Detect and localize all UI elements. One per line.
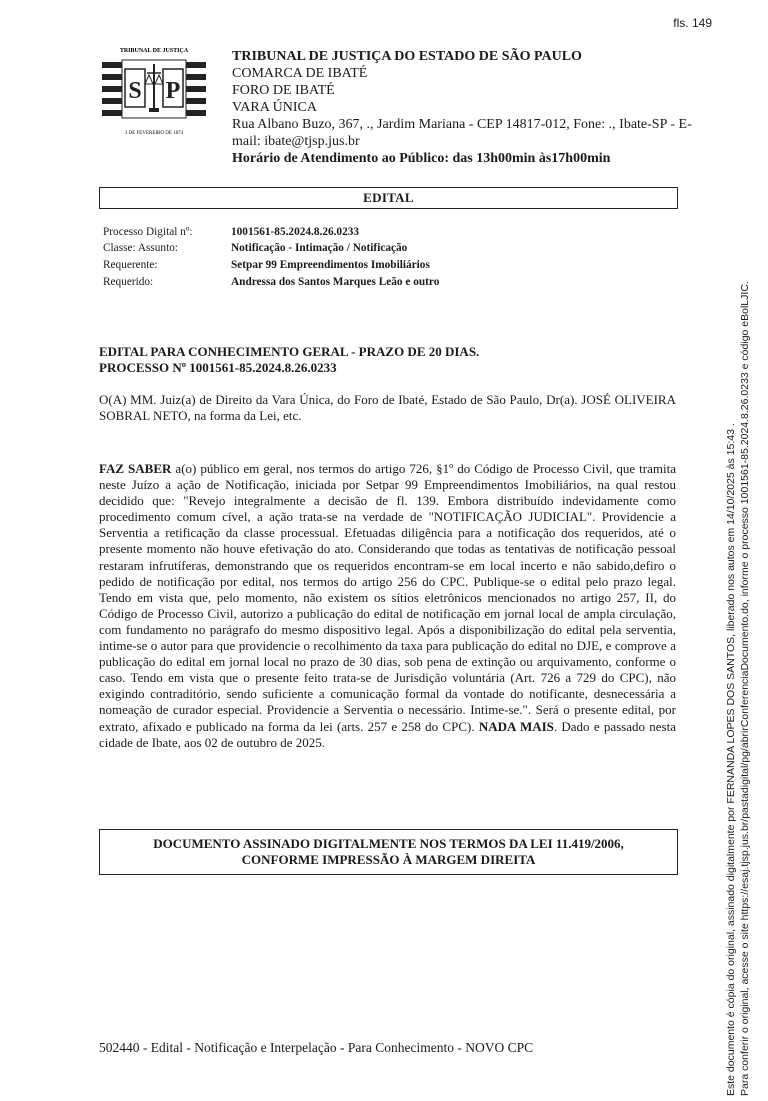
body-paragraph bbox=[99, 461, 676, 751]
case-info-label: Requerido: bbox=[103, 276, 154, 288]
case-info-label: Processo Digital nº: bbox=[103, 226, 193, 238]
intro-paragraph: O(A) MM. Juiz(a) de Direito da Vara Única, do Foro de Ibaté, Estado de São Paulo, Dr(a). JOSÉ OLIVEIRA SOBRAL NETO, na forma da Lei, etc. bbox=[99, 392, 676, 423]
digital-signature-box bbox=[99, 829, 678, 875]
signature-line-2: CONFORME IMPRESSÃO À MARGEM DIREITA bbox=[241, 852, 536, 867]
office-hours: Horário de Atendimento ao Público: das 13h00min às17h00min bbox=[232, 151, 611, 166]
document-footer: 502440 - Edital - Notificação e Interpelação - Para Conhecimento - NOVO CPC bbox=[99, 1040, 534, 1055]
body-lead: FAZ SABER bbox=[99, 461, 172, 476]
case-info-row bbox=[103, 224, 359, 240]
case-info-value: Setpar 99 Empreendimentos Imobiliários bbox=[231, 259, 430, 271]
case-info-value: Notificação - Intimação / Notificação bbox=[231, 242, 408, 254]
seal-bottom-text: 3 DE FEVEREIRO DE 1874 bbox=[124, 131, 184, 136]
court-title: TRIBUNAL DE JUSTIÇA DO ESTADO DE SÃO PAULO bbox=[232, 49, 582, 64]
case-info-label: Requerente: bbox=[103, 259, 158, 271]
case-info-row bbox=[103, 257, 430, 273]
address-line: Rua Albano Buzo, 367, ., Jardim Mariana - CEP 14817-012, Fone: ., Ibate-SP - E-mail: ibate@tjsp.jus.br bbox=[232, 117, 692, 149]
foro-line: FORO DE IBATÉ bbox=[232, 83, 335, 98]
page-number: fls. 149 bbox=[673, 16, 712, 30]
margin-authentication-note bbox=[724, 36, 752, 1096]
edital-heading bbox=[99, 344, 676, 376]
body-text: a(o) público em geral, nos termos do artigo 726, §1º do Código de Processo Civil, que tramita neste Juízo a ação de Notificação, iniciada por Setpar 99 Empreendimentos Imobiliários, na qual restou decidido que: "Revejo integralmente a decisão de fl. 139. Embora distribuído indevidamente como procedimento comum cível, a ação trata-se na verdade de "NOTIFICAÇÃO JUDICIAL". Providencie a Serventia a retificação da classe processual. Efetuadas diligência para a notificação dos requeridos, até o presente momento não houve efetivação do ato. Considerando que todas as tentativas de notificação pessoal restaram infrutíferas, demonstrando que os requeridos encontram-se em local incerto e não sabido,defiro o pedido de notificação por edital, nos termos do artigo 256 do CPC. Publique-se o edital pelo prazo legal. Tendo em vista que, pelo momento, não existem os sítios eletrônicos mencionados no artigo 257, II, do Código de Processo Civil, autorizo a publicação do edital de notificação em jornal local de ampla circulação, com fundamento no parágrafo do mesmo dispositivo legal. Após a disponibilização do edital pela serventia, intime-se o autor para que providencie o recolhimento da taxa para publicação do edital no DJE, e comprove a publicação do edital em jornal local no prazo de 30 dias, sob pena de extinção ou arquivamento, conforme o caso. Tendo em vista que o presente feito trata-se de Jurisdição voluntária (Art. 726 a 729 do CPC), não exigindo contraditório, sendo suficiente a comunicação formal da vontade do notificante, desnecessária a nomeação de curador especial. Providencie a Serventia o necessário. Intime-se.". Será o presente edital, por extrato, afixado e publicado na forma da lei (arts. 257 e 258 do CPC). bbox=[99, 461, 676, 734]
court-seal-logo bbox=[100, 42, 208, 138]
seal-letter-p: P bbox=[165, 78, 181, 104]
document-type-label: EDITAL bbox=[363, 190, 414, 205]
signature-line-1: DOCUMENTO ASSINADO DIGITALMENTE NOS TERMOS DA LEI 11.419/2006, bbox=[153, 836, 624, 851]
vara-line: VARA ÚNICA bbox=[232, 100, 317, 115]
margin-note-line-2: Para conferir o original, acesse o site https://esaj.tjsp.jus.br/pastadigital/pg/abrirConferenciaDocumento.do, informe o processo 1001561-85.2024.8.26.0233 e código eBolLJIC. bbox=[739, 281, 751, 1096]
document-type-box bbox=[99, 187, 678, 209]
case-info-row bbox=[103, 240, 407, 256]
case-info-value: 1001561-85.2024.8.26.0233 bbox=[231, 226, 360, 238]
heading-line-2: PROCESSO Nº 1001561-85.2024.8.26.0233 bbox=[99, 360, 337, 375]
seal-top-text: TRIBUNAL DE JUSTIÇA bbox=[119, 48, 189, 54]
court-header bbox=[232, 48, 692, 167]
body-closing: NADA MAIS bbox=[478, 718, 554, 734]
body-end: . Dado e passado nesta cidade de Ibate, aos 02 de outubro de 2025. bbox=[99, 718, 676, 750]
comarca-line: COMARCA DE IBATÉ bbox=[232, 66, 368, 81]
case-info-value: Andressa dos Santos Marques Leão e outro bbox=[231, 276, 440, 288]
heading-line-1: EDITAL PARA CONHECIMENTO GERAL - PRAZO DE 20 DIAS. bbox=[99, 344, 480, 359]
case-info-label: Classe: Assunto: bbox=[103, 242, 179, 254]
seal-letter-s: S bbox=[128, 78, 142, 104]
margin-note-line-1: Este documento é cópia do original, assinado digitalmente por FERNANDA LOPES DOS SANTOS, liberado nos autos em 14/10/2025 às 15:43 . bbox=[725, 423, 737, 1096]
case-info-row bbox=[103, 274, 439, 290]
